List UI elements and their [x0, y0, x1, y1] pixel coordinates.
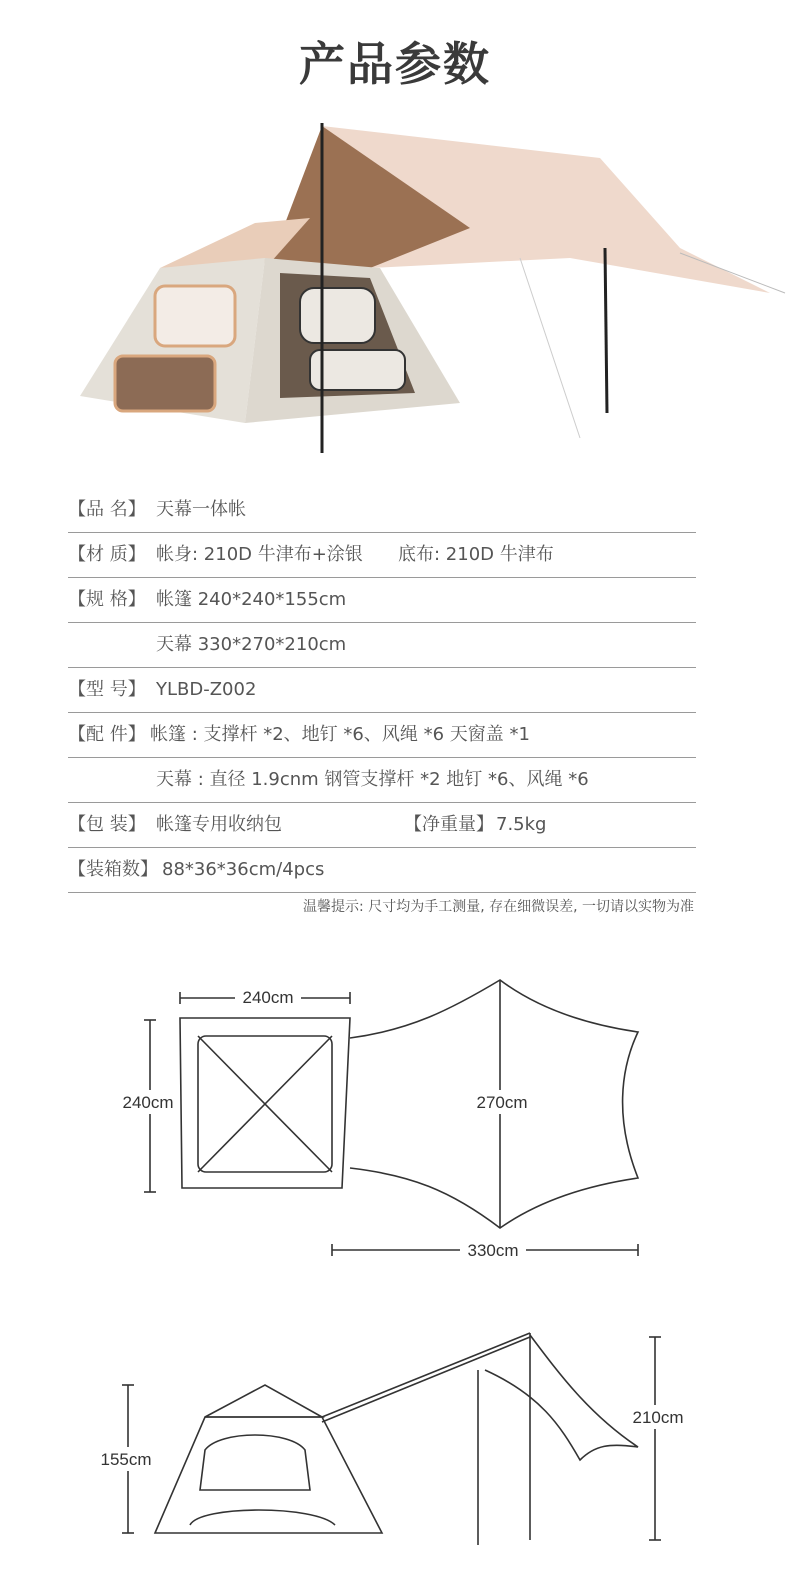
spec-row-material [68, 533, 696, 578]
spec-label: 【包 装】 [68, 814, 146, 835]
top-view-diagram [110, 970, 670, 1270]
spec-value: 天幕 330*270*210cm [156, 634, 347, 655]
spec-row-parts-canopy [68, 758, 696, 803]
spec-label: 【规 格】 [68, 589, 146, 610]
spec-label: 【型 号】 [68, 679, 146, 700]
canopy-ridge-line [322, 1337, 530, 1422]
measurement-note: 温馨提示: 尺寸均为手工测量, 存在细微误差, 一切请以实物为准 [303, 899, 694, 915]
spec-value: 帐篷 : 支撑杆 *2、地钉 *6、风绳 *6 天窗盖 *1 [150, 724, 530, 745]
spec-row-name [68, 488, 696, 533]
spec-row-parts [68, 713, 696, 758]
spec-row-size-canopy [68, 623, 696, 668]
tent-window-upper-left [155, 286, 235, 346]
dim-depth-text: 240cm [122, 1093, 174, 1112]
spec-value: 天幕一体帐 [156, 499, 246, 520]
spec-row-size [68, 578, 696, 623]
spec-value-weight: 7.5kg [496, 814, 547, 835]
spec-value: 天幕 : 直径 1.9cnm 钢管支撑杆 *2 地钉 *6、风绳 *6 [156, 769, 589, 790]
spec-value: YLBD-Z002 [156, 679, 257, 700]
tent-window-front-lower [310, 350, 405, 390]
side-view-diagram [90, 1325, 710, 1565]
tent-side-roof [205, 1385, 322, 1417]
spec-value: 帐身: 210D 牛津布+涂银 [156, 544, 363, 565]
dim-canopy-height-text: 210cm [632, 1408, 684, 1427]
dim-canopy-width-text: 270cm [476, 1093, 528, 1112]
spec-label: 【装箱数】 [68, 859, 158, 880]
page-title: 产品参数 [299, 37, 491, 91]
tent-window-front-upper [300, 288, 375, 343]
spec-value: 帐篷专用收纳包 [156, 814, 282, 835]
tent-window-lower-left [115, 356, 215, 411]
spec-table [68, 488, 696, 893]
spec-label: 【品 名】 [68, 499, 146, 520]
spec-label: 【配 件】 [68, 724, 146, 745]
canopy-side-wing [485, 1335, 638, 1460]
spec-label-weight: 【净重量】 [404, 814, 494, 835]
spec-row-model [68, 668, 696, 713]
spec-value: 帐篷 240*240*155cm [156, 589, 347, 610]
dim-tent-height-text: 155cm [100, 1450, 152, 1469]
guy-line-1 [520, 258, 580, 438]
spec-row-package [68, 803, 696, 848]
dim-canopy-length-text: 330cm [467, 1241, 519, 1260]
spec-label: 【材 质】 [68, 544, 146, 565]
tent-product-illustration [70, 118, 790, 458]
spec-row-box [68, 848, 696, 893]
tent-side-body [155, 1417, 382, 1533]
canopy-pole-rear [605, 248, 607, 413]
spec-value-floor: 底布: 210D 牛津布 [398, 544, 554, 565]
dim-width-text: 240cm [242, 988, 294, 1007]
spec-value: 88*36*36cm/4pcs [162, 859, 325, 880]
